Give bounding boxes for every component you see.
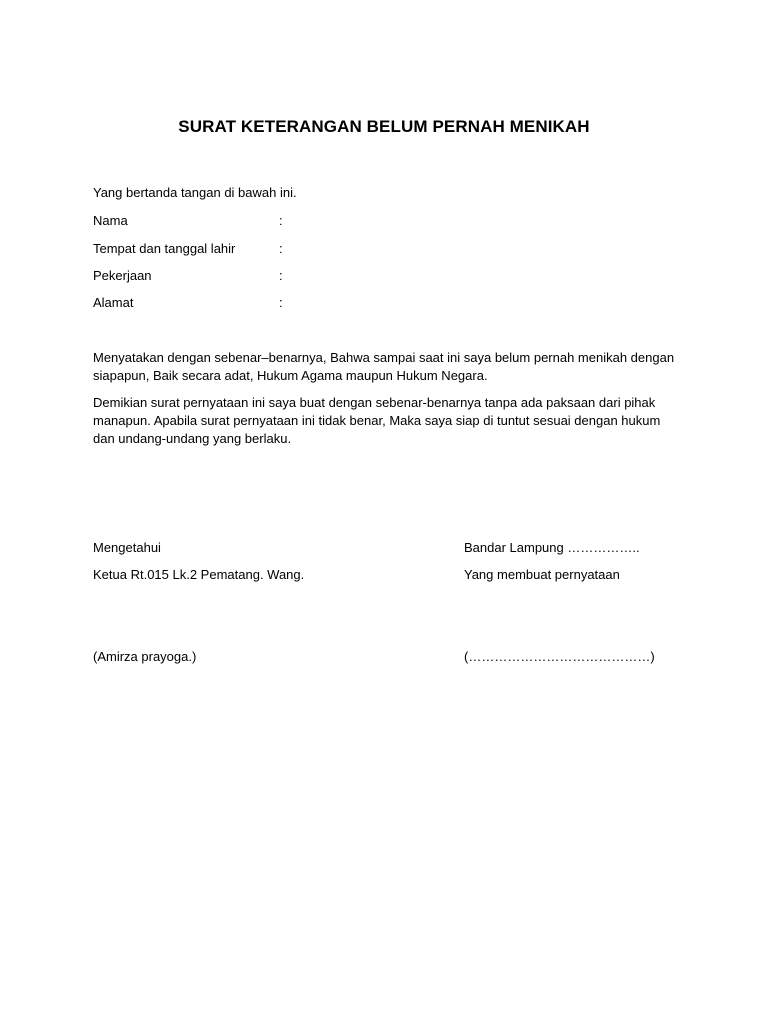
field-pekerjaan	[93, 267, 353, 285]
intro-text: Yang bertanda tangan di bawah ini.	[93, 185, 297, 200]
field-alamat	[93, 294, 353, 312]
paragraph-line: dan undang-undang yang berlaku.	[93, 431, 292, 446]
paragraph-line: siapapun, Baik secara adat, Hukum Agama maupun Hukum Negara.	[93, 368, 488, 383]
signature-left-role: Ketua Rt.015 Lk.2 Pematang. Wang.	[93, 567, 305, 582]
field-colon: :	[279, 268, 283, 283]
field-label: Nama	[93, 213, 128, 228]
document-title: SURAT KETERANGAN BELUM PERNAH MENIKAH	[178, 117, 590, 136]
paragraph-line: Menyatakan dengan sebenar–benarnya, Bahwa sampai saat ini saya belum pernah menikah dengan	[93, 350, 675, 365]
field-label: Alamat	[93, 295, 134, 310]
statement-paragraph	[93, 349, 683, 385]
signature-left-name: (Amirza prayoga.)	[93, 649, 197, 664]
field-label: Pekerjaan	[93, 268, 152, 283]
closing-paragraph	[93, 394, 683, 448]
field-colon: :	[279, 213, 283, 228]
signature-right-name: (……………………………………)	[464, 649, 655, 664]
field-nama	[93, 212, 353, 230]
field-label: Tempat dan tanggal lahir	[93, 241, 236, 256]
signature-left-heading: Mengetahui	[93, 540, 161, 555]
signature-right-role: Yang membuat pernyataan	[464, 567, 620, 582]
field-tempat-tanggal-lahir	[93, 240, 353, 258]
field-colon: :	[279, 241, 283, 256]
signature-right-heading: Bandar Lampung ……………..	[464, 540, 640, 555]
paragraph-line: Demikian surat pernyataan ini saya buat dengan sebenar-benarnya tanpa ada paksaan dari pihak	[93, 395, 656, 410]
field-colon: :	[279, 295, 283, 310]
paragraph-line: manapun. Apabila surat pernyataan ini tidak benar, Maka saya siap di tuntut sesuai dengan hukum	[93, 413, 661, 428]
